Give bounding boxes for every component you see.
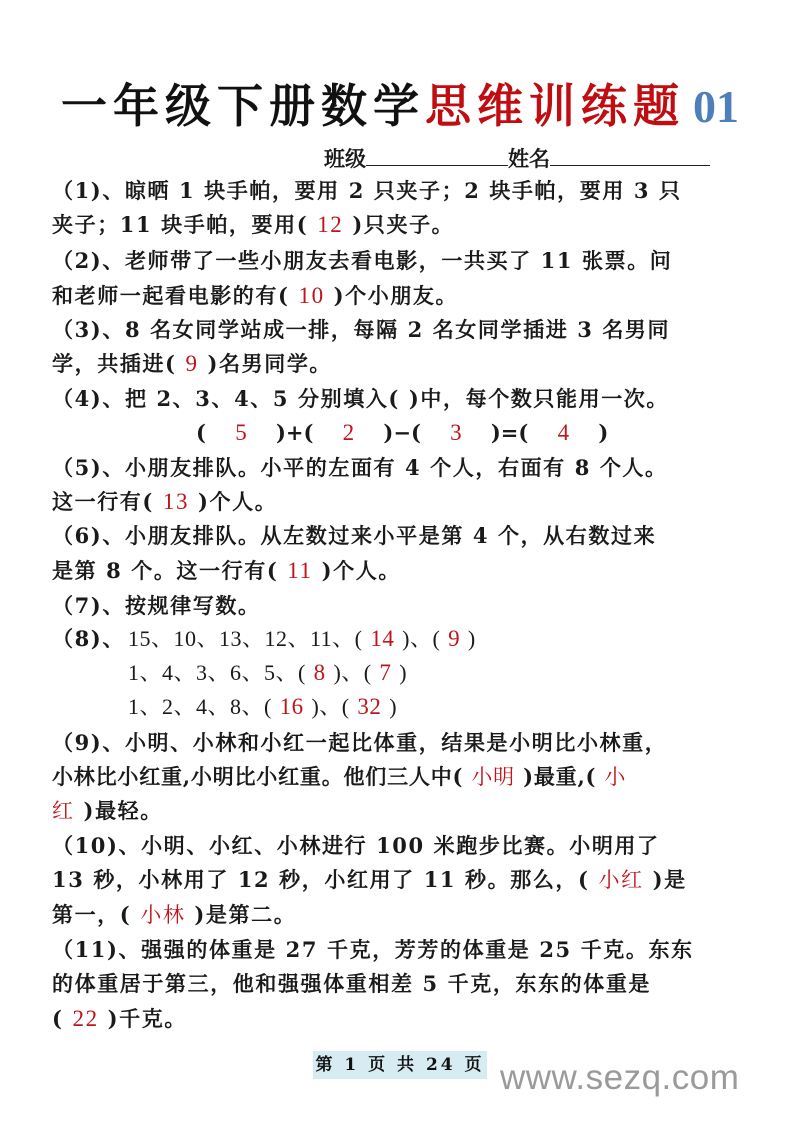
paren: ( [196, 420, 206, 445]
separator: )、( [402, 626, 441, 651]
paren: ) [467, 626, 476, 651]
q11-answer: 22 [72, 1006, 99, 1031]
q5-text: 这一行有( [52, 489, 154, 514]
q11-line3 [52, 1002, 187, 1036]
class-blank-field[interactable] [366, 143, 508, 166]
q5-line1: （5)、小朋友排队。小平的左面有 4 个人，右面有 8 个人。 [52, 455, 668, 480]
q4-answer-d: 4 [557, 420, 570, 445]
paren: ) [389, 694, 398, 719]
q6-answer: 11 [287, 558, 313, 583]
q9-text: 小林比小红重,小明比小红重。他们三人中( [52, 764, 464, 789]
q1-line2 [52, 208, 454, 242]
q2-text-end: )个小朋友。 [333, 283, 459, 308]
q8-r1-answer-1: 14 [370, 626, 395, 651]
title-thinking-training: 思维训练题 [425, 79, 685, 133]
equals-op: )=( [490, 420, 529, 445]
q10-text-end: )是第二。 [194, 902, 297, 927]
minus-op: )−( [383, 420, 421, 445]
separator: )、( [333, 660, 372, 685]
q9-line3 [52, 794, 163, 828]
q9-answer-lightest-part1: 小 [604, 765, 627, 789]
sequence: 1、4、3、6、5、( [128, 660, 306, 685]
name-label: 姓名 [508, 146, 550, 171]
q10-text-3: 第一，( [52, 902, 132, 927]
sequence: 1、2、4、8、( [128, 694, 272, 719]
q1-text-end: )只夹子。 [352, 212, 455, 237]
q7-line1: （7)、按规律写数。 [52, 593, 261, 618]
q2-text: 和老师一起看电影的有( [52, 283, 290, 308]
q5-line2 [52, 485, 277, 519]
title-number: 01 [693, 81, 739, 132]
q10-answer-first: 小红 [598, 868, 644, 892]
q8-row-1 [128, 622, 476, 656]
q3-text-end: )名男同学。 [207, 351, 333, 376]
q10-text-mid: )是 [652, 867, 687, 892]
q3-line1: （3)、8 名女同学站成一排，每隔 2 名女同学插进 3 名男同 [52, 317, 671, 342]
q8-r3-answer-2: 32 [357, 694, 382, 719]
q10-line2 [52, 863, 687, 897]
q10-text: 13 秒，小林用了 12 秒，小红用了 11 秒。那么，( [52, 867, 590, 892]
q6-text: 是第 8 个。这一行有( [52, 558, 279, 583]
q8-row-3 [128, 690, 397, 724]
plus-op: )+( [275, 420, 314, 445]
paren: ) [598, 420, 609, 445]
q8-r2-answer-2: 7 [379, 660, 392, 685]
q4-answer-a: 5 [235, 420, 247, 445]
watermark: www.sezq.com [500, 1058, 740, 1097]
paren: ( [52, 1006, 64, 1031]
student-info-line [324, 143, 710, 174]
q4-answer-b: 2 [342, 420, 355, 445]
q3-answer: 9 [185, 351, 199, 376]
q9-text-mid: )最重,( [523, 764, 597, 789]
q4-line1: （4)、把 2、3、4、5 分别填入( )中，每个数只能用一次。 [52, 386, 669, 411]
q9-text-end: )最轻。 [83, 798, 163, 823]
class-label: 班级 [324, 146, 366, 171]
q11-text-end: )千克。 [107, 1006, 187, 1031]
q3-text: 学，共插进( [52, 351, 177, 376]
q4-answer-c: 3 [450, 420, 462, 445]
q6-text-end: )个人。 [321, 558, 401, 583]
q8-r2-answer-1: 8 [313, 660, 326, 685]
sequence: 15、10、13、12、11、( [128, 626, 363, 651]
q4-equation [196, 416, 608, 450]
paren: ) [399, 660, 408, 685]
q3-line2 [52, 347, 332, 381]
q8-r3-answer-1: 16 [279, 694, 304, 719]
q8-label: （8)、 [52, 626, 125, 651]
q2-line1: （2)、老师带了一些小朋友去看电影，一共买了 11 张票。问 [52, 248, 673, 273]
q8-row-2 [128, 656, 407, 690]
q10-line1: （10)、小明、小红、小林进行 100 米跑步比赛。小明用了 [52, 833, 660, 858]
q1-line1: （1)、晾晒 1 块手帕，要用 2 只夹子；2 块手帕，要用 3 只 [52, 178, 682, 203]
q6-line2 [52, 554, 401, 588]
q1-answer: 12 [317, 212, 344, 237]
q6-line1: （6)、小朋友排队。从左数过来小平是第 4 个，从右数过来 [52, 523, 657, 548]
q9-line1: （9)、小明、小林和小红一起比体重，结果是小明比小林重， [52, 730, 668, 755]
q2-answer: 10 [298, 283, 325, 308]
q8-r1-answer-2: 9 [448, 626, 461, 651]
name-blank-field[interactable] [550, 143, 710, 166]
q11-line1: （11)、强强的体重是 27 千克，芳芳的体重是 25 千克。东东 [52, 937, 694, 962]
q10-answer-second: 小林 [140, 903, 186, 927]
q9-answer-heaviest: 小明 [471, 765, 515, 789]
page-indicator: 第 1 页 共 24 页 [313, 1051, 487, 1079]
q10-line3 [52, 898, 296, 932]
q1-text: 夹子；11 块手帕，要用( [52, 212, 309, 237]
q11-line2: 的体重居于第三，他和强强体重相差 5 千克，东东的体重是 [52, 971, 652, 996]
q9-line2 [52, 760, 626, 794]
q9-answer-lightest-part2: 红 [52, 799, 75, 823]
title-grade-subject: 一年级下册数学 [61, 79, 425, 133]
worksheet-title [0, 76, 800, 137]
q2-line2 [52, 279, 458, 313]
separator: )、( [311, 694, 350, 719]
q5-answer: 13 [162, 489, 190, 514]
q5-text-end: )个人。 [197, 489, 278, 514]
